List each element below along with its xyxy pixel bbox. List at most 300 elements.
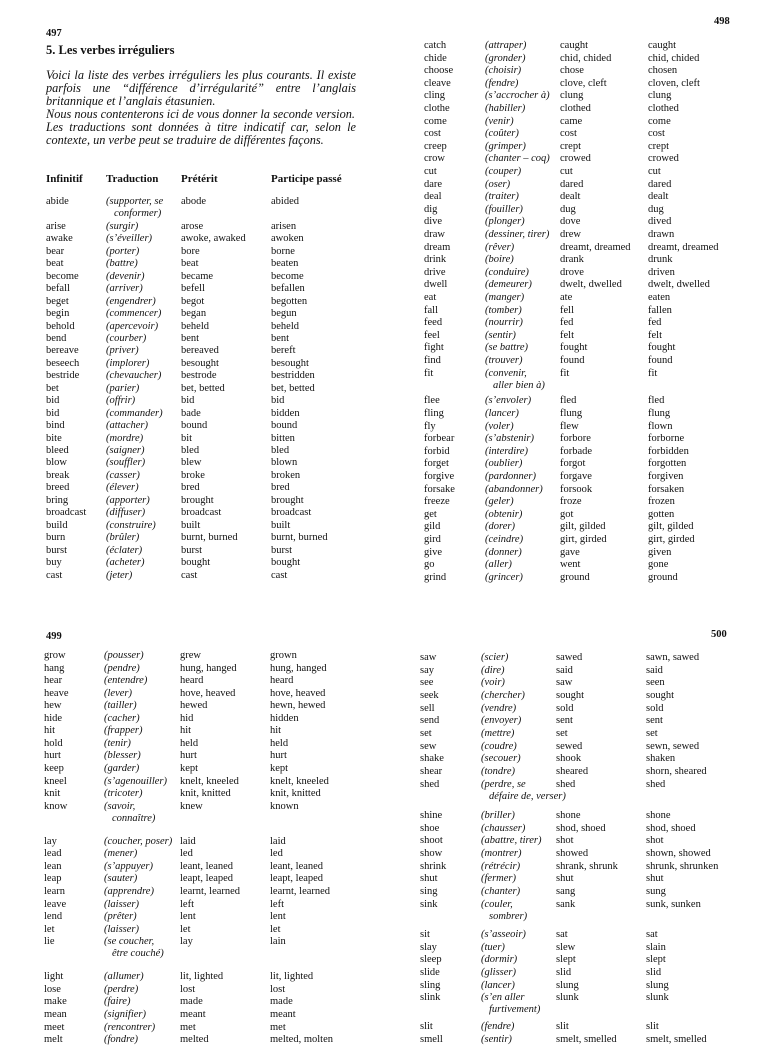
- verb-translation: (lever): [104, 687, 132, 699]
- verb-past-participle: seen: [646, 677, 665, 689]
- verb-translation: (rétrécir): [481, 860, 521, 872]
- verb-infinitive: break: [46, 469, 70, 481]
- verb-preterite: set: [556, 727, 568, 739]
- verb-past-participle: fought: [648, 342, 676, 354]
- verb-past-participle: held: [270, 737, 289, 749]
- verb-infinitive: give: [424, 546, 443, 558]
- verb-infinitive: forsake: [424, 483, 455, 495]
- verb-translation: (lancer): [485, 407, 519, 419]
- verb-infinitive: creep: [424, 140, 447, 152]
- verb-row: [384, 823, 768, 835]
- verb-preterite: hurt: [180, 750, 197, 762]
- verb-preterite: beheld: [181, 320, 209, 332]
- verb-preterite: bet, betted: [181, 382, 225, 394]
- verb-row: [384, 861, 768, 873]
- verb-row: [0, 557, 384, 569]
- verb-past-participle: hurt: [270, 750, 287, 762]
- verb-translation: (se battre): [485, 342, 529, 354]
- verb-translation: (donner): [485, 546, 522, 558]
- verb-translation: (demeurer): [485, 279, 532, 291]
- verb-translation: (allumer): [104, 971, 144, 983]
- verb-preterite: shook: [556, 753, 582, 765]
- verb-preterite: bound: [181, 420, 208, 432]
- verb-past-participle: gone: [648, 559, 669, 571]
- verb-infinitive: crow: [424, 153, 445, 165]
- verb-translation: (coudre): [481, 740, 517, 752]
- verb-infinitive: knit: [44, 788, 61, 800]
- verb-infinitive: awake: [46, 233, 73, 245]
- verb-infinitive: begin: [46, 308, 70, 319]
- verb-infinitive: sink: [420, 898, 438, 910]
- verb-translation-continued: aller bien à): [493, 379, 545, 391]
- verb-past-participle: smelt, smelled: [646, 1034, 707, 1045]
- verb-row: [0, 570, 384, 582]
- verb-past-participle: laid: [270, 835, 286, 847]
- verb-translation: (savoir,: [104, 800, 136, 812]
- verb-row: [384, 572, 768, 584]
- verb-past-participle: slunk: [646, 992, 669, 1004]
- verb-translation: (tondre): [481, 765, 516, 777]
- verb-preterite: chose: [560, 65, 584, 77]
- verb-infinitive: catch: [424, 40, 447, 51]
- verb-infinitive: gild: [424, 521, 441, 533]
- verb-row: [0, 333, 384, 345]
- verb-translation: (fouiller): [485, 203, 523, 215]
- verb-row: [384, 342, 768, 354]
- verb-translation: (acheter): [106, 557, 145, 568]
- verb-preterite: bore: [181, 245, 200, 257]
- verb-past-participle: chosen: [648, 65, 678, 77]
- verb-infinitive: say: [420, 664, 434, 676]
- verb-translation: (cacher): [104, 712, 140, 724]
- verb-translation: (chercher): [481, 690, 525, 701]
- verb-infinitive: meet: [44, 1021, 65, 1033]
- page-499: [0, 612, 384, 1045]
- verb-row: [384, 728, 768, 740]
- verb-past-participle: lain: [270, 936, 286, 948]
- verb-translation: (rencontrer): [104, 1021, 156, 1033]
- verb-preterite: bid: [181, 395, 195, 407]
- verb-translation-continued: être couché): [112, 948, 164, 960]
- verb-infinitive: send: [420, 715, 440, 727]
- verb-infinitive: flee: [424, 395, 440, 407]
- verb-translation: (pardonner): [485, 470, 536, 482]
- verb-infinitive: find: [424, 355, 441, 366]
- verb-translation: (battre): [106, 258, 138, 270]
- verb-infinitive: behold: [46, 320, 75, 332]
- verb-preterite: lost: [180, 983, 196, 995]
- verb-translation: (voir): [481, 677, 505, 689]
- verb-row: [0, 383, 384, 395]
- verb-preterite: came: [560, 115, 583, 127]
- verb-preterite: knelt, kneeled: [180, 775, 239, 787]
- verb-past-participle: bereft: [271, 345, 296, 357]
- verb-past-participle: clothed: [648, 103, 679, 114]
- verb-infinitive: grow: [44, 650, 66, 661]
- verb-preterite: dwelt, dwelled: [560, 279, 622, 291]
- column-header-participe: Participe passé: [271, 173, 342, 185]
- verb-infinitive: shrink: [420, 860, 447, 872]
- verb-row: [384, 741, 768, 753]
- verb-row: [0, 1034, 384, 1046]
- verb-row: [384, 103, 768, 115]
- verb-translation: (sauter): [104, 873, 138, 885]
- verb-past-participle: hewn, hewed: [270, 700, 326, 712]
- verb-translation: (dire): [481, 664, 505, 676]
- verb-infinitive: bend: [46, 332, 67, 344]
- verb-preterite: chid, chided: [560, 52, 612, 64]
- verb-past-participle: ground: [648, 571, 678, 583]
- verb-infinitive: gird: [424, 533, 441, 545]
- verb-past-participle: bred: [271, 482, 290, 494]
- verb-past-participle: lit, lighted: [270, 971, 314, 983]
- verb-translation: (glisser): [481, 967, 516, 978]
- verb-row: [0, 221, 384, 233]
- verb-infinitive: leave: [44, 898, 67, 910]
- verb-preterite: lit, lighted: [180, 971, 224, 983]
- verb-preterite: gilt, gilded: [560, 521, 606, 533]
- verb-infinitive: melt: [44, 1034, 63, 1045]
- verb-past-participle: bled: [271, 445, 290, 456]
- verb-infinitive: sing: [420, 886, 438, 897]
- verb-translation: (briller): [481, 810, 515, 822]
- verb-infinitive: lead: [44, 848, 62, 860]
- verb-past-participle: befallen: [271, 283, 305, 295]
- verb-past-participle: besought: [271, 357, 309, 369]
- verb-past-participle: slid: [646, 967, 662, 978]
- verb-row: [384, 992, 768, 1016]
- verb-past-participle: eaten: [648, 292, 671, 303]
- verb-translation: (offrir): [106, 395, 136, 407]
- verb-past-participle: left: [270, 898, 284, 910]
- verb-infinitive: bind: [46, 420, 65, 432]
- verb-preterite: leant, leaned: [180, 860, 234, 872]
- verb-past-participle: cut: [648, 166, 661, 177]
- verb-infinitive: arise: [46, 220, 66, 232]
- verb-row: [0, 495, 384, 507]
- verb-preterite: said: [556, 664, 573, 676]
- verb-translation: (fendre): [485, 77, 519, 89]
- verb-infinitive: shoe: [420, 822, 440, 834]
- verb-row: [384, 942, 768, 954]
- verb-infinitive: freeze: [424, 496, 450, 508]
- verb-translation: (traiter): [485, 191, 519, 203]
- verb-preterite: leapt, leaped: [180, 873, 234, 885]
- verb-row: [0, 688, 384, 700]
- verb-preterite: became: [181, 270, 214, 282]
- verb-infinitive: draw: [424, 229, 445, 240]
- verb-preterite: slung: [556, 979, 579, 991]
- verb-row: [384, 141, 768, 153]
- verb-translation-continued: défaire de, verser): [489, 790, 566, 802]
- verb-translation: (obtenir): [485, 508, 523, 520]
- verb-infinitive: bet: [46, 382, 59, 394]
- verb-translation: (brûler): [106, 532, 140, 544]
- verb-row: [0, 321, 384, 333]
- verb-translation: (secouer): [481, 753, 521, 765]
- verb-translation: (fondre): [104, 1034, 139, 1045]
- verb-past-participle: dwelt, dwelled: [648, 279, 710, 291]
- verb-row: [0, 258, 384, 270]
- verb-past-participle: abided: [271, 196, 299, 207]
- verb-preterite: clove, cleft: [560, 77, 607, 89]
- verb-row: [384, 715, 768, 727]
- verb-preterite: forbore: [560, 433, 591, 445]
- verb-preterite: cut: [560, 166, 573, 177]
- verb-preterite: bestrode: [181, 370, 217, 382]
- verb-translation: (tuer): [481, 941, 505, 953]
- verb-translation: (se coucher,: [104, 936, 155, 948]
- verb-infinitive: slink: [420, 992, 441, 1004]
- verb-row: [384, 703, 768, 715]
- verb-past-participle: forgiven: [648, 470, 684, 482]
- verb-preterite: slid: [556, 967, 572, 978]
- verb-past-participle: cast: [271, 569, 288, 581]
- verb-translation: (s’appuyer): [104, 860, 153, 872]
- verb-past-participle: drawn: [648, 229, 675, 240]
- verb-translation: (s’abstenir): [485, 433, 534, 445]
- verb-preterite: bit: [181, 432, 193, 444]
- verb-infinitive: cleave: [424, 77, 451, 89]
- verb-infinitive: befall: [46, 283, 70, 295]
- verb-past-participle: bet, betted: [271, 382, 315, 394]
- verb-translation: (fendre): [481, 1021, 515, 1033]
- verb-past-participle: slit: [646, 1021, 659, 1033]
- verb-preterite: heard: [180, 675, 204, 687]
- verb-row: [0, 271, 384, 283]
- verb-row: [384, 267, 768, 279]
- verb-preterite: beat: [181, 258, 199, 270]
- verb-preterite: sent: [556, 715, 573, 727]
- verb-past-participle: shaken: [646, 753, 676, 765]
- verb-infinitive: dive: [424, 216, 443, 228]
- verb-past-participle: shot: [646, 835, 664, 847]
- verb-infinitive: drink: [424, 254, 447, 266]
- intro-paragraph: Les traductions sont données à titre indicatif car, selon le contexte, un verbe peut se traduire de différentes façons.: [46, 120, 356, 147]
- verb-translation: (implorer): [106, 357, 150, 369]
- verb-row: [0, 650, 384, 662]
- verb-translation: (élever): [106, 482, 139, 494]
- verb-row: [384, 78, 768, 90]
- verb-translation: (dessiner, tirer): [485, 229, 550, 240]
- verb-row: [0, 750, 384, 762]
- verb-row: [0, 801, 384, 825]
- verb-translation: (saigner): [106, 445, 145, 456]
- verb-infinitive: see: [420, 677, 434, 689]
- verb-row: [0, 663, 384, 675]
- verb-past-participle: fed: [648, 317, 662, 329]
- verb-row: [384, 191, 768, 203]
- verb-past-participle: bid: [271, 395, 285, 407]
- page-500: [384, 612, 768, 1045]
- verb-preterite: burnt, burned: [181, 532, 238, 544]
- verb-preterite: cast: [181, 569, 198, 581]
- verb-past-participle: known: [270, 800, 299, 812]
- verb-infinitive: kneel: [44, 775, 67, 787]
- verb-past-participle: dared: [648, 178, 672, 190]
- verb-translation: (venir): [485, 115, 514, 127]
- verb-translation: (s’envoler): [485, 395, 532, 407]
- verb-infinitive: burst: [46, 544, 67, 556]
- verb-preterite: dreamt, dreamed: [560, 241, 631, 253]
- verb-translation: (faire): [104, 996, 131, 1008]
- verb-past-participle: chid, chided: [648, 52, 700, 64]
- verb-past-participle: burst: [271, 544, 292, 556]
- verb-infinitive: shed: [420, 778, 440, 790]
- verb-past-participle: arisen: [271, 220, 297, 232]
- verb-row: [0, 445, 384, 457]
- verb-past-participle: built: [271, 519, 291, 531]
- verb-preterite: lent: [180, 911, 196, 922]
- verb-row: [384, 954, 768, 966]
- verb-infinitive: set: [420, 727, 432, 739]
- verb-row: [384, 166, 768, 178]
- verb-infinitive: deal: [424, 191, 442, 203]
- verb-translation: (s’en aller: [481, 992, 525, 1004]
- verb-preterite: laid: [180, 835, 196, 847]
- verb-past-participle: sought: [646, 690, 675, 701]
- verb-translation: (conduire): [485, 266, 529, 278]
- verb-translation: (dorer): [485, 521, 515, 533]
- verb-past-participle: flown: [648, 420, 673, 432]
- verb-row: [384, 753, 768, 765]
- verb-row: [0, 395, 384, 407]
- verb-past-participle: beheld: [271, 320, 299, 332]
- verb-row: [0, 308, 384, 320]
- verb-row: [384, 446, 768, 458]
- verb-infinitive: fight: [424, 342, 444, 354]
- verb-translation: (garder): [104, 762, 140, 774]
- verb-infinitive: slit: [420, 1021, 433, 1033]
- verb-row: [384, 677, 768, 689]
- verb-infinitive: make: [44, 996, 67, 1008]
- verb-infinitive: get: [424, 508, 437, 520]
- verb-past-participle: dived: [648, 216, 672, 228]
- verb-past-participle: slept: [646, 954, 666, 966]
- verb-row: [0, 370, 384, 382]
- verb-row: [0, 358, 384, 370]
- verb-translation: (laisser): [104, 898, 139, 910]
- page-number: 497: [46, 28, 62, 39]
- verb-translation: (ceindre): [485, 533, 524, 545]
- verb-infinitive: lie: [44, 936, 55, 948]
- verb-translation: (devenir): [106, 270, 145, 282]
- verb-row: [0, 296, 384, 308]
- verb-translation: (jeter): [106, 569, 133, 581]
- verb-infinitive: dig: [424, 203, 438, 215]
- verb-past-participle: slain: [646, 941, 666, 953]
- verb-translation: (convenir,: [485, 367, 527, 379]
- verb-row: [0, 457, 384, 469]
- verb-past-participle: broadcast: [271, 507, 312, 519]
- verb-row: [384, 204, 768, 216]
- verb-preterite: found: [560, 355, 585, 366]
- verb-row: [0, 763, 384, 775]
- verb-infinitive: hurt: [44, 750, 61, 762]
- verb-translation: (voler): [485, 420, 514, 432]
- verb-row: [0, 520, 384, 532]
- verb-infinitive: shine: [420, 810, 443, 822]
- verb-preterite: shone: [556, 810, 581, 822]
- verb-preterite: began: [181, 308, 207, 319]
- verb-translation: (chausser): [481, 822, 526, 834]
- verb-preterite: sold: [556, 702, 574, 714]
- verb-translation: (couler,: [481, 898, 513, 910]
- verb-preterite: caught: [560, 40, 588, 51]
- verb-past-participle: cloven, cleft: [648, 77, 700, 89]
- verb-preterite: awoke, awaked: [181, 233, 246, 245]
- verb-infinitive: bear: [46, 245, 65, 257]
- verb-translation: (mordre): [106, 432, 144, 444]
- verb-preterite: broadcast: [181, 507, 222, 519]
- verb-row: [384, 559, 768, 571]
- verb-preterite: shod, shoed: [556, 822, 606, 834]
- verb-row: [0, 233, 384, 245]
- verb-past-participle: heard: [270, 675, 294, 687]
- verb-row: [384, 216, 768, 228]
- verb-translation: (signifier): [104, 1008, 146, 1020]
- verb-infinitive: dare: [424, 178, 443, 190]
- verb-infinitive: leap: [44, 873, 62, 885]
- verb-preterite: girt, girded: [560, 533, 607, 545]
- verb-row: [384, 242, 768, 254]
- verb-infinitive: sleep: [420, 954, 442, 966]
- verb-infinitive: breed: [46, 482, 70, 494]
- verb-preterite: bade: [181, 407, 201, 419]
- verb-translation: (coûter): [485, 128, 519, 140]
- verb-translation: (supporter, se: [106, 196, 164, 207]
- verb-infinitive: cut: [424, 166, 437, 177]
- verb-past-participle: fit: [648, 367, 658, 379]
- verb-row: [0, 713, 384, 725]
- verb-past-participle: knit, knitted: [270, 788, 321, 800]
- verb-row: [384, 128, 768, 140]
- verb-infinitive: hang: [44, 662, 65, 674]
- verb-infinitive: sling: [420, 979, 441, 991]
- verb-translation: (diffuser): [106, 507, 146, 519]
- verb-preterite: made: [180, 996, 203, 1008]
- verb-preterite: dealt: [560, 191, 581, 203]
- verb-preterite: sang: [556, 886, 576, 897]
- verb-infinitive: hold: [44, 737, 63, 749]
- verb-row: [384, 421, 768, 433]
- verb-infinitive: heave: [44, 687, 69, 699]
- verb-preterite: shot: [556, 835, 574, 847]
- verb-translation: (gronder): [485, 52, 526, 64]
- verb-infinitive: grind: [424, 571, 447, 583]
- verb-row: [0, 924, 384, 936]
- verb-preterite: bought: [181, 557, 211, 568]
- verb-row: [0, 283, 384, 295]
- verb-past-participle: hove, heaved: [270, 687, 326, 699]
- verb-preterite: befell: [181, 283, 205, 295]
- verb-past-participle: let: [270, 923, 281, 935]
- verb-row: [384, 848, 768, 860]
- verb-row: [384, 886, 768, 898]
- verb-infinitive: bid: [46, 395, 60, 407]
- verb-row: [0, 408, 384, 420]
- verb-preterite: flung: [560, 407, 583, 419]
- verb-translation: (oser): [485, 178, 511, 190]
- verb-past-participle: crowed: [648, 153, 679, 165]
- verb-row: [384, 395, 768, 407]
- verb-row: [0, 971, 384, 983]
- page-number: 499: [46, 631, 62, 642]
- verb-past-participle: learnt, learned: [270, 885, 331, 897]
- verb-preterite: fought: [560, 342, 588, 354]
- verb-translation: (apercevoir): [106, 320, 159, 332]
- verb-infinitive: shoot: [420, 835, 443, 847]
